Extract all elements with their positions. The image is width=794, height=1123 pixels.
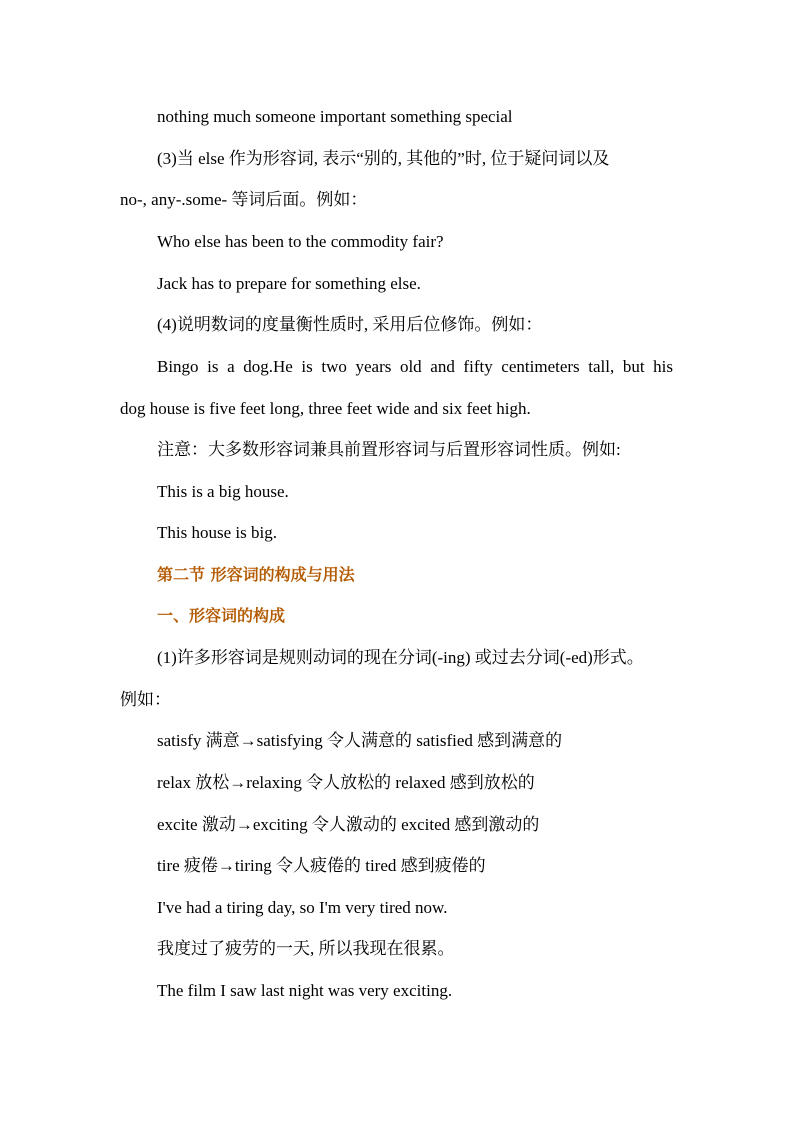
word-form-example: excite 激动→exciting 令人激动的 excited 感到激动的 (157, 815, 540, 834)
rule-paragraph-4: (4)说明数词的度量衡性质时, 采用后位修饰。例如： (157, 315, 543, 334)
word-form-example: satisfy 满意→satisfying 令人满意的 satisfied 感到满意的 (157, 731, 563, 750)
example-translation: 我度过了疲劳的一天, 所以我现在很累。 (157, 939, 455, 958)
note-paragraph: 注意：大多数形容词兼具前置形容词与后置形容词性质。例如: (157, 440, 621, 459)
example-sentence-cont: dog house is five feet long, three feet wide and six feet high. (120, 399, 531, 418)
section-heading: 第二节 形容词的构成与用法 (157, 565, 355, 584)
example-sentence: Who else has been to the commodity fair? (157, 232, 444, 251)
example-sentence: The film I saw last night was very exciting. (157, 981, 453, 1000)
example-sentence: I've had a tiring day, so I'm very tired now. (157, 898, 448, 917)
example-sentence: Jack has to prepare for something else. (157, 274, 421, 293)
subsection-heading: 一、形容词的构成 (157, 606, 286, 625)
example-sentence: This house is big. (157, 523, 277, 542)
word-form-example: tire 疲倦→tiring 令人疲倦的 tired 感到疲倦的 (157, 856, 486, 875)
rule-paragraph-1-cont: 例如： (120, 690, 171, 709)
example-sentence: Bingo is a dog.He is two years old and fifty centimeters tall, but his (157, 357, 673, 376)
rule-paragraph-3: (3)当 else 作为形容词, 表示“别的, 其他的”时, 位于疑问词以及 (157, 149, 610, 168)
word-form-example: relax 放松→relaxing 令人放松的 relaxed 感到放松的 (157, 773, 535, 792)
example-line: nothing much someone important something special (157, 107, 513, 126)
example-sentence: This is a big house. (157, 482, 289, 501)
rule-paragraph-1: (1)许多形容词是规则动词的现在分词(-ing) 或过去分词(-ed)形式。 (157, 648, 644, 667)
rule-paragraph-3-cont: no-, any-.some- 等词后面。例如： (120, 190, 368, 209)
